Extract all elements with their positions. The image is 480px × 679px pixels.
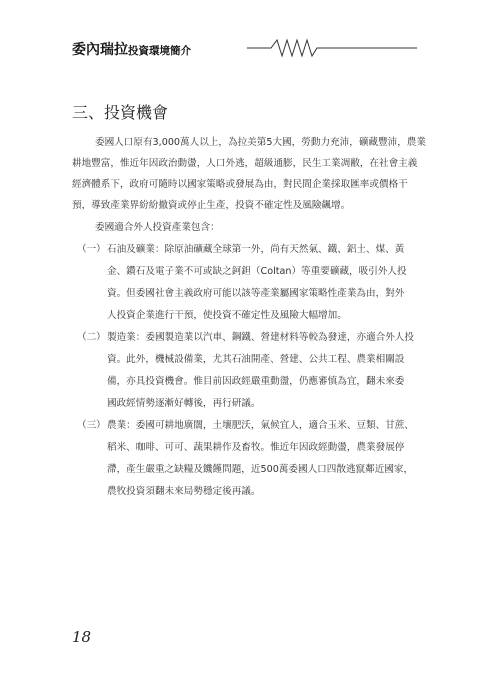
page-number: 18 [72, 628, 92, 646]
list-item-line: 農業：委國可耕地廣闊，土壤肥沃，氣候宜人，適合玉米、豆類、甘蔗、 [107, 420, 414, 431]
list-item-line: 滯，產生嚴重之缺糧及饑饉問題，近500萬委國人口四散逃竄鄰近國家， [107, 464, 414, 475]
list-item-line: 農牧投資須翻未來局勢穩定後再議。 [107, 486, 261, 497]
list-item-marker: （二） [77, 332, 106, 343]
list-item-line: 資。此外，機械設備業，尤其石油開產、營建、公共工程、農業相關設 [107, 354, 405, 365]
list-item-marker: （三） [77, 420, 106, 431]
header-title-sub: 投資環境簡介 [128, 45, 191, 57]
list-item-line: 人投資企業進行干預，使投資不確定性及風險大幅增加。 [107, 310, 347, 321]
paragraph-line: 委國人口原有3,000萬人以上，為拉美第5大國，勞動力充沛，礦藏豐沛，農業 [95, 137, 426, 148]
list-item-marker: （一） [77, 244, 106, 255]
header-title [72, 39, 191, 59]
paragraph-line: 經濟體系下，政府可隨時以國家策略或發展為由，對民間企業採取匯率或價格干 [72, 179, 408, 190]
section-title: 三、投資機會 [72, 103, 169, 122]
running-header [72, 36, 417, 60]
paragraph-line: 耕地豐富，惟近年因政治動盪，人口外逃，超級通膨，民生工業凋敝，在社會主義 [72, 158, 418, 169]
list-item-line: 金、鑽石及電子業不可或缺之鈳鉭（Coltan）等重要礦藏，吸引外人投 [107, 266, 407, 277]
list-item-line: 製造業：委國製造業以汽車、鋼鐵、營建材料等較為發達，亦適合外人投 [107, 332, 414, 343]
paragraph-line: 委國適合外人投資產業包含： [95, 222, 220, 233]
header-title-main: 委內瑞拉 [72, 42, 128, 58]
header-wave-line [247, 36, 417, 60]
list-item-line: 石油及礦業：除原油礦藏全球第一外，尚有天然氣、鐵、鋁土、煤、黃 [107, 244, 405, 255]
list-item-line: 資。但委國社會主義政府可能以該等產業屬國家策略性產業為由，對外 [107, 288, 405, 299]
list-item-line: 國政經情勢逐漸好轉後，再行研議。 [107, 398, 261, 409]
list-item-line: 備，亦具投資機會。惟目前因政經嚴重動盪，仍應審慎為宜，翻未來委 [107, 376, 405, 387]
paragraph-line: 預，導致產業界紛紛撤資或停止生產，投資不確定性及風險飆增。 [72, 200, 351, 211]
list-item-line: 稻米、咖啡、可可、蔬果耕作及畜牧。惟近年因政經動盪，農業發展停 [107, 442, 405, 453]
